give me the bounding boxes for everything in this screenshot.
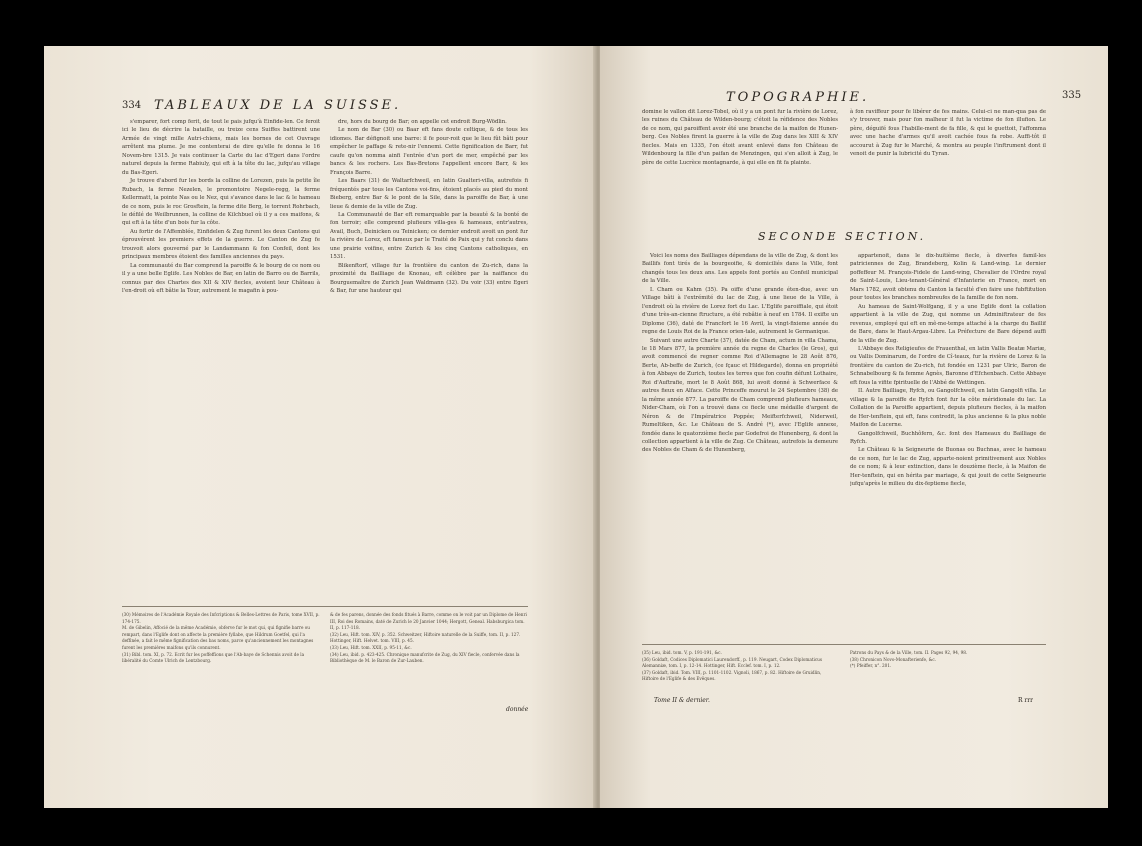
paragraph: à fon raviffeur pour fe libérer de fes mains. Celui-ci ne man-qua pas de s'y trouver, mais pour fon malheur il fut la victime de fon illufion. Le père, déguifé fous l'habille-ment de fa fille, & qui le guettoit, l'affomma avec une hache d'armes qu'il avoit cachée fous fa robe. Auffi-tôt il accourut à Zug fur le Marché, & montra au peuple l'inftrument dont il venoit de punir la lubricité du Tyran. [850, 109, 1046, 158]
paragraph: dre, hors du bourg de Bar; on appelle cet endroit Burg-Wödlin. [338, 119, 507, 125]
paragraph: La Communauté de Bar eft remarquable par la beauté & la bonté de fon terroir; elle comprend plufieurs villa-ges & hameaux, entr'autres, Avail, Buch, Deinicken ou Teinicken; ce dernier endroit avoit un pont fur la rivière de Lorez, eft fameux par le Traité de Paix qui y fut conclu dans une prairie voifine, entre Zurich & les cinq Cantons catholiques, en 1531. [330, 211, 528, 261]
footnote: (33) Leu, Hift. tom. XXII, p. 95-11, &c. [330, 644, 412, 650]
footnote: (35) Leu, ibid. tom. V, p. 191-191, &c. [642, 650, 722, 655]
left-column-1 [122, 118, 320, 600]
left-column-2 [330, 118, 528, 600]
paragraph: Blikenftorf, village fur la frontière du canton de Zu-rich, dans la proximité du Bailliage de Knonau, eft célèbre par la naiffance du Bourguemaître de Zurich Jean Waldmann (32). Du voir (33) entre Egeri & Bar, fur une hauteur qui [330, 262, 528, 295]
right-top-column-1 [642, 108, 838, 216]
footnote: & de fes parens, donnée des fonds fitués à Barre, comme on le voit par un Diplome de Henri III, Roi des Romains, daté de Zurich le 20 Janvier 1044; Hergott, Geneal. Habsburgica tom. II, p. 117-118. [330, 612, 527, 631]
catchword: donnée [506, 706, 529, 713]
paragraph: II. Autre Bailliage, Ryfch, ou Gangolfchweil, en latin Gangolfi villa. Le village & la paroiffe de Ryfch font fur la côte méridionale du lac. La Collation de la Paroiffe appartient, depuis plufieurs fiecles, à la maifon de Her-tenftein, qui eft, fans contredit, la plus ancienne & la plus noble Maifon de Lucerne. [850, 388, 1046, 429]
left-page [44, 46, 596, 808]
paragraph: Les Baars (31) de Waltarfchweil, en latin Gualteri-villa, autrefois fi fréquentés par tous les Cantons voi-fins, étoient placés au pied du mont Bieberg, entre Bar & le pont de la Sile, dans la paroiffe de Bar, à une lieue & demie de la ville de Zug. [330, 178, 528, 210]
footnote: (*) Pfeiffer, n°. 201. [850, 663, 892, 669]
paragraph: Au hameau de Saint-Wolfgang, il y a une Eglife dont la collation appartient à la ville de Zug, qui nomme un Adminiftrateur de fes revenus, employé qui eft en mê-me-temps attaché à la charge du Baillif de Bare, dans le Haut-Argau-Libre. La Préfecture de Bare dépend auffi de la ville de Zug. [850, 303, 1046, 344]
paragraph: L'Abbaye des Religieufes de Frauenthal, en latin Vallis Beatæ Mariæ, ou Vallis Dominarum, de l'ordre de Cî-teaux, fur la rivière de Lorez & la frontière du canton de Zu-rich, fut fondée en 1231 par Ulric, Baron de Schnabelbourg & fa femme Agnès, Baronne d'Efchenbach. Cette Abbaye eft fous la vifite fpirituelle de l'Abbé de Wettingen. [850, 345, 1046, 386]
right-column-2 [850, 252, 1046, 640]
footnote: (37) Goldaft, ibid. Tom. VIII, p. 1101-1102. Vignoli, 1867, p. 82. Hiftoire de Gruidlin, Hiftoire de l'Eglife & des Evêques. [642, 669, 822, 682]
right-top-column-2 [850, 108, 1046, 216]
paragraph: Voici les noms des Bailliages dépendans de la ville de Zug, & dont les Baillifs font tirés de la bourgeoifie, & domiciliés dans la Ville, font changés tous les deux ans. Les appels font portés au Confeil municipal de la Ville. [642, 253, 838, 285]
section-title: SECONDE SECTION. [758, 230, 927, 243]
footnote: M. de Gibelin, Affocié de la même Académie, obferve fur le mot qui, qui fignifie barre ou rempart, dans l'Eglife dont on affecte la première fyllabe, que Hildrum Goetfel, qui l'a deffinée, a fait le même fignification des bas noms, parce qu'anciennement les montagnes furent les premières maifons qu'ils connurent. [122, 625, 314, 650]
running-head-right: TOPOGRAPHIE. [726, 90, 870, 105]
footnote: (38) Chronicon Novo-Monafterienfe, &c. [850, 656, 937, 662]
right-page [600, 46, 1108, 808]
footnote: (32) Leu, Hift. tom. XIV, p. 352. Schweitzer, Hiftoire naturelle de la Suiffe, tom. II, p. 127. Hottinger, Hift. Helvet. tom. VIII, p. 45. [330, 631, 521, 644]
footnote-rule-right [642, 644, 1046, 645]
footnote: (36) Goldaft, Codices Diplomatici Laurendorff., p. 119. Neugart, Codex Diplomaticus Alemanniæ, tom. I, p. 12-14. Hottinger, Hift. Ecclef. tom. I, p. 12. [642, 656, 823, 669]
footnote: (31) Bibl. tom. XI, p. 72. Ecrit fur les poffeffions que l'Ab-baye de Schennis avoit de la libéralité du Comte Ulrich de Lentzbourg. [122, 651, 305, 664]
tome-line: Tome II & dernier. [654, 697, 710, 704]
footnote: (30) Mémoires de l'Académie Royale des Infcriptions & Belles-Lettres de Paris, tome XVII, p. 174-175. [122, 612, 320, 624]
paragraph: appartenoit, dans le dix-huitième fiecle, à diverfes famil-les patriciennes de Zug, Brandeberg, Kolin & Land-wing. Le dernier poffeffeur M. François-Fidele de Land-wing, Chevalier de l'Ordre royal de Saint-Louis, Lieu-tenant-Général d'Infanterie en France, mort en Mars 1782, avoit obtenu du Canton la faculté d'en faire une fubftitution pour toutes les branches nombreufes de la famille de fon nom. [850, 253, 1046, 302]
paragraph: Le nom de Bar (30) ou Baar eft fans doute celtique, & de tous les idiomes. Bar défignoit une barre: il fe pour-roit que le lieu fût bâti pour empêcher le paffage & rete-nir l'ennemi. Cette fignification de Barr, fut caufe qu'on nomma ainfi l'entrée d'un port de mer, empêché par les bancs & les rochers. Les Bas-Bretons l'appellent encore Barr, & les François Barre. [330, 127, 528, 176]
footnotes-left-col1 [122, 612, 320, 702]
running-head-left: TABLEAUX DE LA SUISSE. [154, 98, 402, 113]
paragraph: domine le vallon dit Lorez-Tobel, où il y a un pont fur la rivière de Lorez, les ruines du Château de Wilden-bourg; c'étoit la réfidence des Nobles de ce nom, qui paroiffent avoir été une branche de la maifon de Hunen-berg. Ces Nobles firent la guerre à la ville de Zug dans les XIII & XIV fiecles. Mais en 1335, l'on étoit avant enlevé dans fon Château de Wildenbourg la fille d'un paifan de Menzingen, qui s'en alloit à Zug, le père de cette Lucrèce montagnarde, à qui elle en fit fa plainte. [642, 109, 838, 166]
paragraph: Suivant une autre Charte (37), datée de Cham, actum in villa Chama, le 18 Mars 877, la première année du regne de Charles (le Gros), qui avoit commencé de regner comme Roi d'Allemagne le 28 Août 876, Berte, Ab-beffe de Zurich, (ce fçauc et Hildegarde), donna en propriété à fon Abbaye de Zurich, toutes les terres que fon coufin défunt Lothaire, Roi d'Auftrafie, mort le 8 Août 868, lui avoit donné à Schwerface & autres fieux en Alface. Cette Princeffe mourut le 24 Septembre (38) de la même année 877. La paroiffe de Cham comprend plufieurs hameaux, Nider-Cham, où l'on a trouvé dans ce fiecle une médaille d'argent de Néron & de l'Impératrice Poppée; Meifterfchweil, Niderweil, Rumeltiken, &c. Le Château de S. André (*), avec l'Eglife annexe, fondée dans le quatorzième fiecle par Godefroi de Hunenberg, & dont la collection appartient à la ville de Zug. Ce Château, autrefois la demeure des Nobles de Cham & de Hunenberg, [642, 337, 838, 454]
right-column-1 [642, 252, 838, 640]
signature-mark: R rrr [1018, 697, 1034, 704]
footnote: (34) Leu, ibid. p. 423-425. Chronique manufcrite de Zug, du XIV fiecle, confervée dans la Bibliothèque de M. le Baron de Zur-Lauben. [330, 651, 520, 664]
footnotes-right-col1 [642, 650, 838, 696]
paragraph: Gangolfchweil, Buchhôfern, &c. font des Hameaux du Bailliage de Ryfch. [850, 430, 1046, 445]
paragraph: s'emparer, fort comp ferit, de tout le pais jufqu'à Einfide-len. Ce feroit ici le lieu de décrire la bataille, ou treize cens Suiffes battirent une Armée de vingt mille Autri-chiens, mais les bornes de cet Ouvrage arrêtent ma plume. Je me contenterai de dire qu'elle fe donna le 16 Novem-bre 1315. Je vais continuer la Carte du lac d'Egeri dans l'ordre naturel depuis la ferme Rabiuly, qui eft à la tête du lac, jufqu'au village du Bas-Egeri. [122, 119, 320, 176]
book-spread [44, 46, 1108, 808]
footnotes-left-col2 [330, 612, 528, 702]
paragraph: Au fortir de l'Affemblée, Einfidelen & Zug furent les deux Cantons qui éprouvérent les premiers effets de la guerre. Le Canton de Zug fe trouvoit alors gouverné par le Landammann & fon Confeil, dont les principaux membres étoient des familles anciennes du pays. [122, 228, 320, 261]
paragraph: La communauté du Bar comprend la paroiffe & le bourg de ce nom ou il y a une belle Eglife. Les Nobles de Bar, en latin de Barro ou de Barrils, connus par des Chartes des XII & XIV fiecles, avoient leur Château à l'en-droit où eft bâtie la Tour, autrement le magafin à pou- [122, 262, 320, 295]
paragraph: Je trouve d'abord fur les bords la colline de Lorezen, puis la petite île Rubach, la ferme Nezelen, le promontoire Negele-regg, la ferme Kellermatt, la pointe Nas ou le Nez, qui s'avance dans le lac & le hameau de ce nom, puis le roc Grosftein, la ferme dite Berg, le torrent Rohrbach, le défilé de Weilbrunnen, la colline de Kilchbuel où il y a ces maifons, & qui eft à la tête d'un bois fur la côte. [122, 178, 320, 227]
footnote-rule-left [122, 606, 528, 607]
paragraph: I. Cham ou Kahm (35). Pa oiffe d'une grande éten-due, avec un Village bâti à l'extrémité du lac de Zug, à une lieue de la Ville, à l'endroit où la rivière de Lorez fort du Lac. L'Eglife paroiffiale, qui étoit d'une très-an-cienne ftructure, a été rebâtie à neuf en 1784. Il exifte un Diplome (36), daté de Francfort le 16 Avril, la vingt-fixieme année du regne de Louis Roi de la France orien-tale, autrement le Germanique. [642, 286, 838, 336]
paragraph: Le Château & la Seigneurie de Buonas ou Buchnas, avec le hameau de ce nom, fur le lac de Zug, apparte-noient primitivement aux Nobles de ce nom; & à leur extinction, dans le douzième fiecle, à la Maifon de Her-tenftein, qui en hérita par mariage, & qui jouit de cette Seigneurie jufqu'après le milieu du dix-feptieme fiecle, [850, 447, 1046, 488]
page-number-left: 334 [122, 100, 142, 111]
footnotes-right-col2 [850, 650, 1046, 696]
footnote: Patrons du Pays & de la Ville, tom. II. Pages 92, 94, 98. [850, 650, 968, 655]
page-number-right: 335 [1062, 90, 1082, 101]
